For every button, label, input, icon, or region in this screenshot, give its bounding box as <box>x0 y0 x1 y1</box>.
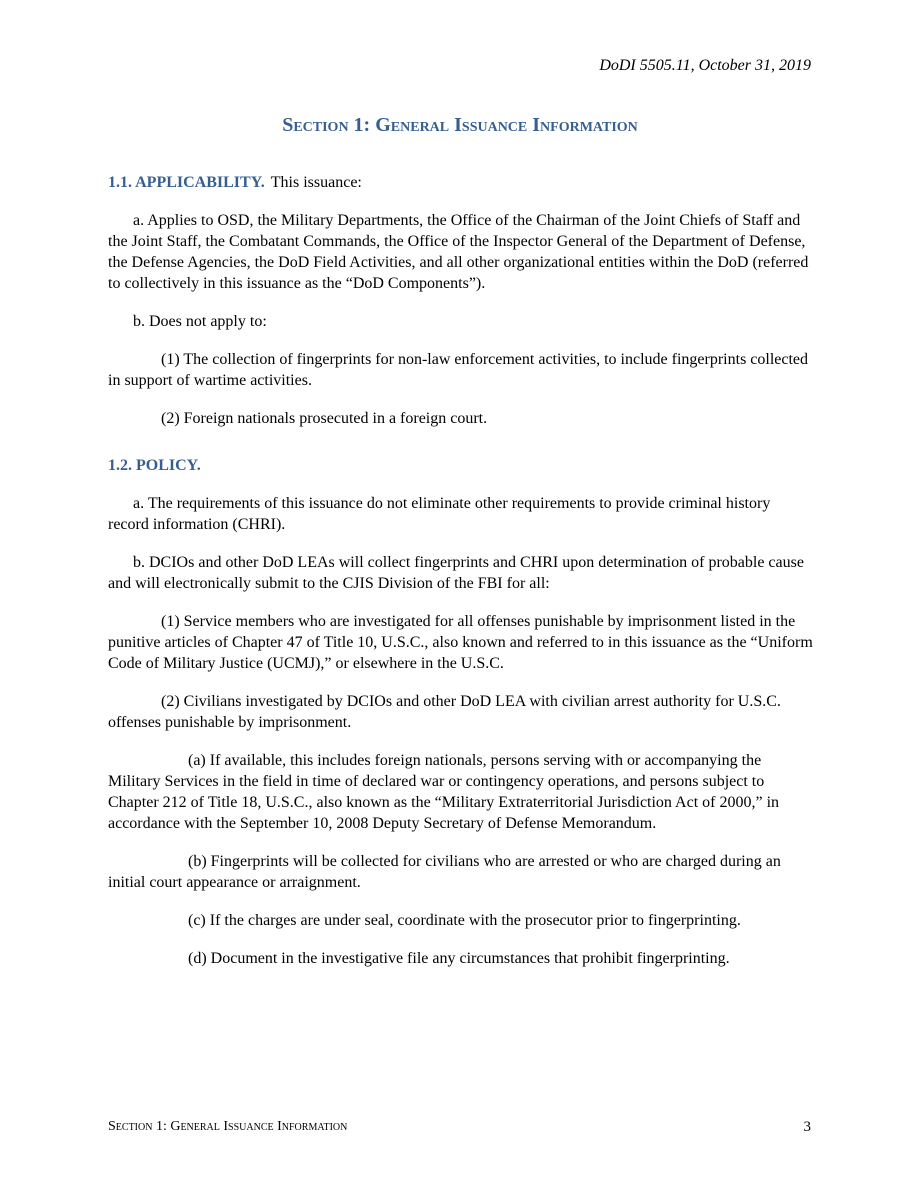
footer-section-label: Section 1: General Issuance Information <box>108 1119 348 1134</box>
paragraph-1-2-b-1: (1) Service members who are investigated for all offenses punishable by imprisonment listed in the punitive articles of Chapter 47 of Title 10, U.S.C., also known and referred to in this issuance as the “Uniform Code of Military Justice (UCMJ),” or elsewhere in the U.S.C. <box>108 613 813 672</box>
section-title: Section 1: General Issuance Information <box>282 114 638 136</box>
footer-page-number: 3 <box>803 1119 811 1135</box>
applicability-intro: This issuance: <box>270 174 362 191</box>
paragraph-1-2-b: b. DCIOs and other DoD LEAs will collect fingerprints and CHRI upon determination of probable cause and will electronically submit to the CJIS Division of the FBI for all: <box>108 554 804 592</box>
paragraph-1-2-b-2-a: (a) If available, this includes foreign nationals, persons serving with or accompanying the Military Services in the field in time of declared war or contingency operations, and persons subject to Chapter 212 of Title 18, U.S.C., also known as the “Military Extraterritorial Jurisdiction Act of 2000,” in accordance with the September 10, 2008 Deputy Secretary of Defense Memorandum. <box>108 752 780 832</box>
paragraph-1-2-b-2-c: (c) If the charges are under seal, coordinate with the prosecutor prior to fingerprinting. <box>188 912 741 929</box>
policy-heading-line <box>108 455 813 476</box>
applicability-heading-line <box>108 172 813 193</box>
applicability-heading: 1.1. APPLICABILITY. <box>108 174 265 191</box>
paragraph-1-2-b-2-b: (b) Fingerprints will be collected for civilians who are arrested or who are charged during an initial court appearance or arraignment. <box>108 853 781 891</box>
paragraph-1-1-b: b. Does not apply to: <box>133 313 267 330</box>
paragraph-1-2-a: a. The requirements of this issuance do not eliminate other requirements to provide criminal history record information (CHRI). <box>108 495 771 533</box>
paragraph-1-2-b-2: (2) Civilians investigated by DCIOs and other DoD LEA with civilian arrest authority for U.S.C. offenses punishable by imprisonment. <box>108 693 781 731</box>
document-body <box>108 172 813 986</box>
paragraph-1-1-b-2: (2) Foreign nationals prosecuted in a foreign court. <box>161 410 488 427</box>
paragraph-1-2-b-2-d: (d) Document in the investigative file any circumstances that prohibit fingerprinting. <box>188 950 730 967</box>
paragraph-1-1-b-1: (1) The collection of fingerprints for non-law enforcement activities, to include fingerprints collected in support of wartime activities. <box>108 351 809 389</box>
running-header: DoDI 5505.11, October 31, 2019 <box>599 57 811 74</box>
paragraph-1-1-a: a. Applies to OSD, the Military Departments, the Office of the Chairman of the Joint Chiefs of Staff and the Joint Staff, the Combatant Commands, the Office of the Inspector General of the Department of Defense, the Defense Agencies, the DoD Field Activities, and all other organizational entities within the DoD (referred to collectively in this issuance as the “DoD Components”). <box>108 212 809 292</box>
policy-heading: 1.2. POLICY. <box>108 457 201 474</box>
